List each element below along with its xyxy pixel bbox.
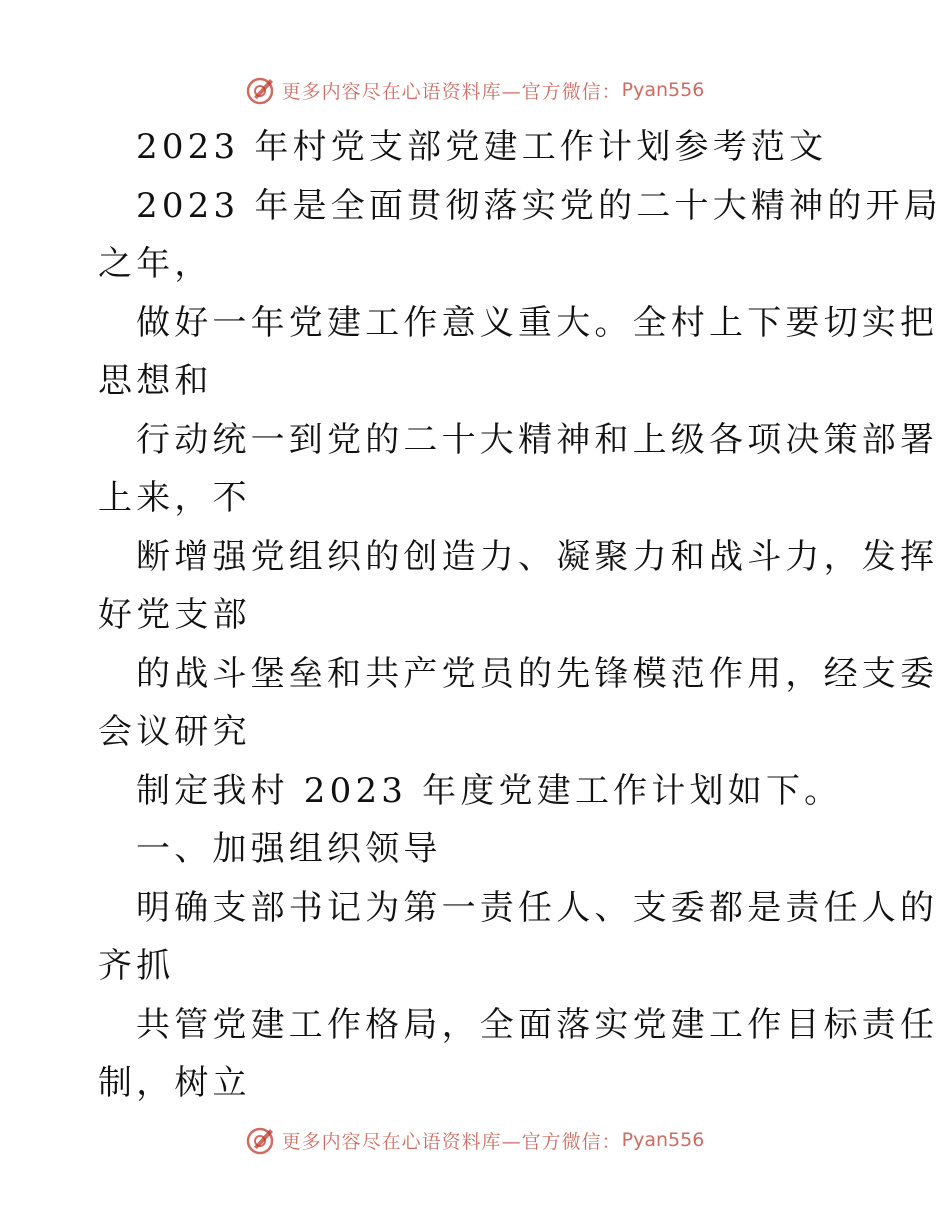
text-line: 做好一年党建工作意义重大。全村上下要切实把 bbox=[136, 302, 939, 343]
quill-logo-icon bbox=[246, 1125, 276, 1155]
text-line: 上来，不 bbox=[98, 478, 251, 518]
text-line: 会议研究 bbox=[98, 712, 251, 752]
text-line: 之年， bbox=[98, 244, 213, 284]
header-watermark-banner bbox=[0, 72, 950, 108]
footer-watermark-banner bbox=[0, 1122, 950, 1158]
document-title: 2023 年村党支部党建工作计划参考范文 bbox=[136, 127, 828, 167]
text-line: 齐抓 bbox=[98, 946, 175, 986]
watermark-site-text: 更多内容尽在心语资料库—官方微信： bbox=[281, 80, 622, 103]
text-line: 行动统一到党的二十大精神和上级各项决策部署 bbox=[136, 419, 939, 460]
section-heading: 一、加强组织领导 bbox=[136, 829, 442, 869]
text-line: 思想和 bbox=[98, 361, 213, 401]
watermark-site-text: 更多内容尽在心语资料库—官方微信： bbox=[281, 1130, 622, 1153]
text-line: 明确支部书记为第一责任人、支委都是责任人的 bbox=[136, 887, 939, 928]
watermark-wechat-id: Pyan556 bbox=[621, 79, 705, 101]
watermark-wechat-id: Pyan556 bbox=[621, 1129, 705, 1151]
text-line: 断增强党组织的创造力、凝聚力和战斗力，发挥 bbox=[136, 536, 939, 577]
text-line: 共管党建工作格局，全面落实党建工作目标责任 bbox=[136, 1004, 939, 1045]
text-line: 的战斗堡垒和共产党员的先锋模范作用，经支委 bbox=[136, 653, 939, 694]
text-line: 制，树立 bbox=[98, 1063, 251, 1103]
text-line: 2023 年是全面贯彻落实党的二十大精神的开局 bbox=[136, 185, 942, 226]
text-line: 制定我村 2023 年度党建工作计划如下。 bbox=[136, 770, 843, 811]
document-body bbox=[98, 118, 942, 1113]
quill-logo-icon bbox=[246, 75, 276, 105]
text-line: 好党支部 bbox=[98, 595, 251, 635]
